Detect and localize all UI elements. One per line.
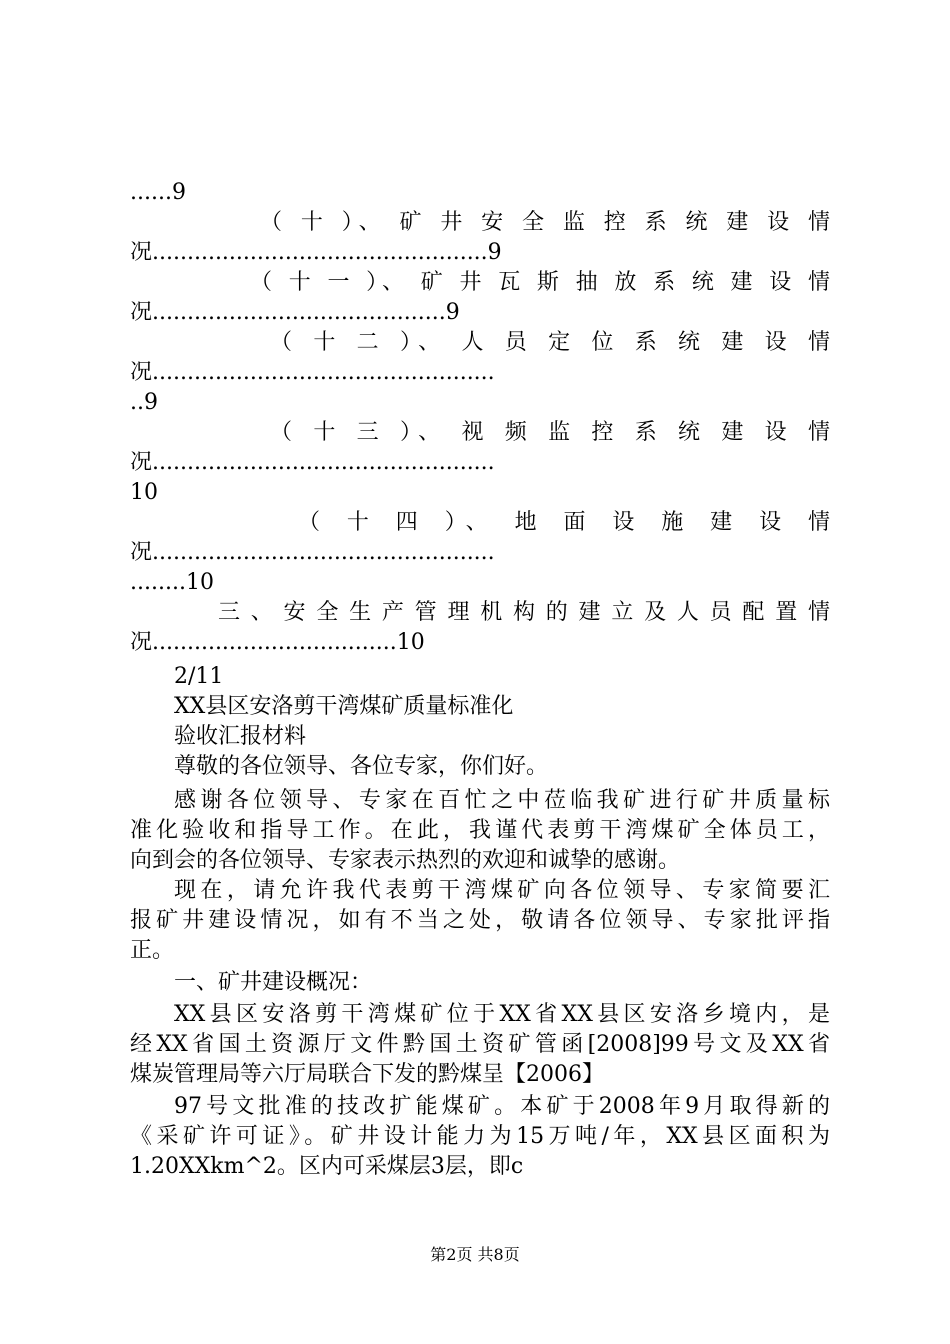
toc-heading: 三、安全生产管理机构的建立及人员配置情: [218, 600, 830, 625]
toc-line: ........10: [130, 570, 214, 595]
paragraph-line: 煤炭管理局等六厅局联合下发的黔煤呈【2006】: [130, 1062, 604, 1087]
toc-line: 况...................................10: [130, 630, 425, 655]
page-marker: 2/11: [174, 664, 224, 689]
toc-line: 况..........................................9: [130, 300, 460, 325]
document-title: XX县区安洛剪干湾煤矿质量标准化: [174, 694, 514, 719]
paragraph-line: 经XX省国土资源厅文件黔国土资矿管函[2008]99号文及XX省: [130, 1032, 830, 1057]
toc-heading: （ 十 三 ）、 视 频 监 控 系 统 建 设 情: [270, 420, 830, 445]
toc-heading: （ 十 ）、 矿 井 安 全 监 控 系 统 建 设 情: [260, 210, 830, 235]
toc-line: 况.................................................: [130, 540, 495, 565]
paragraph-line: XX县区安洛剪干湾煤矿位于XX省XX县区安洛乡境内，是: [174, 1002, 830, 1027]
toc-line: 况.................................................: [130, 450, 495, 475]
paragraph-line: 感谢各位领导、专家在百忙之中莅临我矿进行矿井质量标: [174, 788, 830, 813]
paragraph-line: 报矿井建设情况，如有不当之处，敬请各位领导、专家批评指: [130, 908, 830, 933]
paragraph-line: 1.20XXkm^2。区内可采煤层3层，即c: [130, 1154, 524, 1179]
toc-line: ......9: [130, 180, 186, 205]
toc-heading: （ 十 四 ）、 地 面 设 施 建 设 情: [298, 510, 830, 535]
paragraph-line: 向到会的各位领导、专家表示热烈的欢迎和诚挚的感谢。: [130, 848, 681, 873]
salutation: 尊敬的各位领导、各位专家，你们好。: [174, 754, 549, 779]
toc-line: ..9: [130, 390, 158, 415]
paragraph-line: 准化验收和指导工作。在此，我谨代表剪干湾煤矿全体员工，: [130, 818, 830, 843]
toc-heading: （ 十 一 ）、 矿 井 瓦 斯 抽 放 系 统 建 设 情: [250, 270, 830, 295]
toc-line: 况................................................9: [130, 240, 502, 265]
document-subtitle: 验收汇报材料: [174, 724, 307, 749]
toc-heading: （ 十 二 ）、 人 员 定 位 系 统 建 设 情: [270, 330, 830, 355]
document-page: [130, 0, 830, 1344]
paragraph-line: 现在，请允许我代表剪干湾煤矿向各位领导、专家简要汇: [174, 878, 830, 903]
section-heading: 一、矿井建设概况：: [174, 970, 373, 995]
toc-line: 10: [130, 480, 158, 505]
paragraph-line: 《采矿许可证》。矿井设计能力为15万吨/年，XX县区面积为: [130, 1124, 830, 1149]
toc-line: 况.................................................: [130, 360, 495, 385]
page-footer: 第2页 共8页: [430, 1245, 520, 1264]
paragraph-line: 97号文批准的技改扩能煤矿。本矿于2008年9月取得新的: [174, 1094, 830, 1119]
paragraph-line: 正。: [130, 938, 175, 963]
